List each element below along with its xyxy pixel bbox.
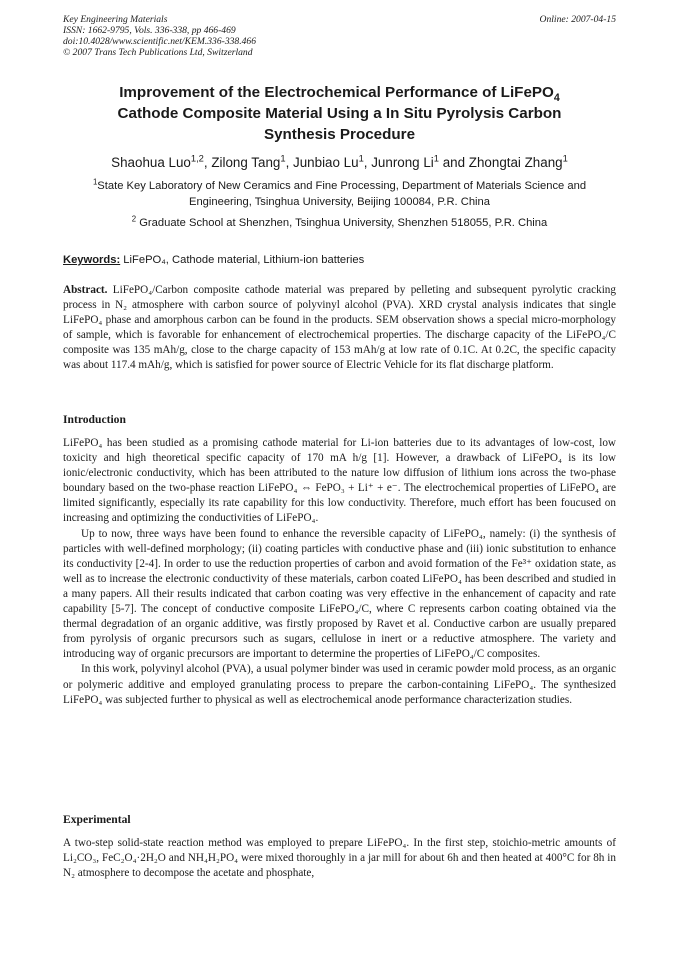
- affiliation-mark: 2: [131, 214, 137, 224]
- keywords-label: Keywords:: [63, 254, 121, 266]
- affiliation-1: [63, 178, 616, 210]
- author-name: Junrong Li: [371, 155, 434, 170]
- affiliation-text: State Key Laboratory of New Ceramics and Fine Processing, Department of Materials Science and: [97, 180, 587, 192]
- journal-header: [63, 14, 616, 58]
- intro-paragraph-3: In this work, polyvinyl alcohol (PVA), a usual polymer binder was used in ceramic powder mold process, as an organic or polymeric additive and employed granulating process to prepare the carbon-containing LiFePO₄. The synthesized LiFePO₄ was subjected further to physical as well as electrochemical anode performance characterization studies.: [63, 663, 616, 706]
- intro-paragraph-1: LiFePO₄ has been studied as a promising cathode material for Li-ion batteries due to its advantages of low-cost, low toxicity and high theoretical specific capacity of 170 mA h/g [1]. However, a drawback of LiFePO₄ is its low ionic/electronic conductivity, which has been attributed to the nature low diffusion of lithium ions across the two-phase boundary based on the two-phase reaction LiFePO₄ ⇔ FePO₃ + Li⁺ + e⁻. The electrochemical properties of LiFePO₄ are limited significantly, especially its rate capability for this low conductivity. Therefore, much effort has been foucused on increasing and optimizing the conductivities of LiFePO₄.: [63, 437, 616, 525]
- author-separator: ,: [285, 155, 294, 170]
- doi-line: doi:10.4028/www.scientific.net/KEM.336-338.466: [63, 36, 257, 47]
- author-separator: ,: [363, 155, 372, 170]
- title-line-1: Improvement of the Electrochemical Performance of LiFePO: [119, 84, 554, 101]
- section-heading-experimental: Experimental: [63, 813, 131, 826]
- issn-line: ISSN: 1662-9795, Vols. 336-338, pp 466-469: [63, 25, 236, 36]
- title-subscript: 4: [553, 92, 560, 105]
- affiliation-text: Engineering, Tsinghua University, Beijing 100084, P.R. China: [188, 196, 490, 208]
- introduction-body: [63, 436, 616, 708]
- title-line-2: Cathode Composite Material Using a In Situ Pyrolysis Carbon: [117, 105, 562, 122]
- section-heading-introduction: Introduction: [63, 413, 126, 426]
- intro-paragraph-2: Up to now, three ways have been found to enhance the reversible capacity of LiFePO₄, namely: (i) the synthesis of particles with well-defined morphology; (ii) coating particles with conductive phase and (iii) ionic substitution to enhance its conductivity [2-4]. In order to use the reduction properties of carbon and avoid formation of the Fe³⁺ oxidation state, as well as to increase the electronic conductivity of these materials, carbon coated LiFePO₄ has been described and studied in a many papers. All their results indicated that carbon coating was very effective in the enhancement of capacity and rate capability [5-7]. The concept of conductive composite LiFePO₄/C, where C represents carbon coating obtained via the thermal degradation of an organic additive, was firstly proposed by Ravet et al. Conductive carbon are usually prepared from pyrolysis of organic precursors such as sugars, cellulose in inert or a reductive atmosphere. The variety and introducing way of organic precursors are important to determine the properties of LiFePO₄/C composites.: [63, 527, 616, 661]
- author-affiliation-mark: 1,2: [190, 153, 204, 164]
- author-affiliation-mark: 1: [562, 153, 568, 164]
- copyright-line: © 2007 Trans Tech Publications Ltd, Switzerland: [63, 47, 253, 58]
- author-affiliation-mark: 1: [433, 153, 439, 164]
- experimental-paragraph-1: A two-step solid-state reaction method was employed to prepare LiFePO₄. In the first step, stoichio-metric amounts of Li₂CO₃, FeC₂O₄·2H₂O and NH₄H₂PO₄ were mixed thoroughly in a jar mill for about 6h and then heated at 400°C for 8h in N₂ atmosphere to decompose the acetate and phosphate,: [63, 837, 616, 880]
- paper-title: [63, 82, 616, 145]
- keywords: [63, 252, 616, 268]
- abstract-text: LiFePO₄/Carbon composite cathode material was prepared by pelleting and subsequent pyrolytic cracking process in N₂ atmosphere with carbon source of polyvinyl alcohol (PVA). XRD crystal analysis indicates that single LiFePO₄ phase and amorphous carbon can be found in the products. SEM observation shows a special micro-morphology of sample, which is favorable for enhancement of electrochemical properties. The discharge capacity of the LiFePO₄/C composite was 135 mAh/g, close to the charge capacity of 153 mAh/g at low rate of 0.1C. At 0.2C, the specific capacity was about 117.4 mAh/g, which is satisfied for power source of Electric Vehicle for its flat discharge platform.: [63, 284, 616, 372]
- keywords-text: LiFePO₄, Cathode material, Lithium-ion batteries: [120, 254, 365, 266]
- author-list: [63, 154, 616, 172]
- author-name: Zhongtai Zhang: [468, 155, 563, 170]
- author-name: Zilong Tang: [211, 155, 281, 170]
- online-date: Online: 2007-04-15: [539, 14, 616, 25]
- experimental-body: [63, 836, 616, 881]
- journal-name: Key Engineering Materials: [63, 14, 168, 25]
- title-line-3: Synthesis Procedure: [263, 126, 416, 143]
- abstract-label: Abstract.: [63, 284, 108, 296]
- author-name: Junbiao Lu: [293, 155, 359, 170]
- author-separator: and: [439, 155, 469, 170]
- author-affiliation-mark: 1: [280, 153, 286, 164]
- author-separator: ,: [203, 155, 212, 170]
- author-name: Shaohua Luo: [111, 155, 191, 170]
- affiliation-text: Graduate School at Shenzhen, Tsinghua University, Shenzhen 518055, P.R. China: [136, 217, 548, 229]
- abstract: [63, 283, 616, 374]
- affiliation-mark: 1: [92, 177, 98, 187]
- affiliation-2: [63, 215, 616, 231]
- author-affiliation-mark: 1: [358, 153, 364, 164]
